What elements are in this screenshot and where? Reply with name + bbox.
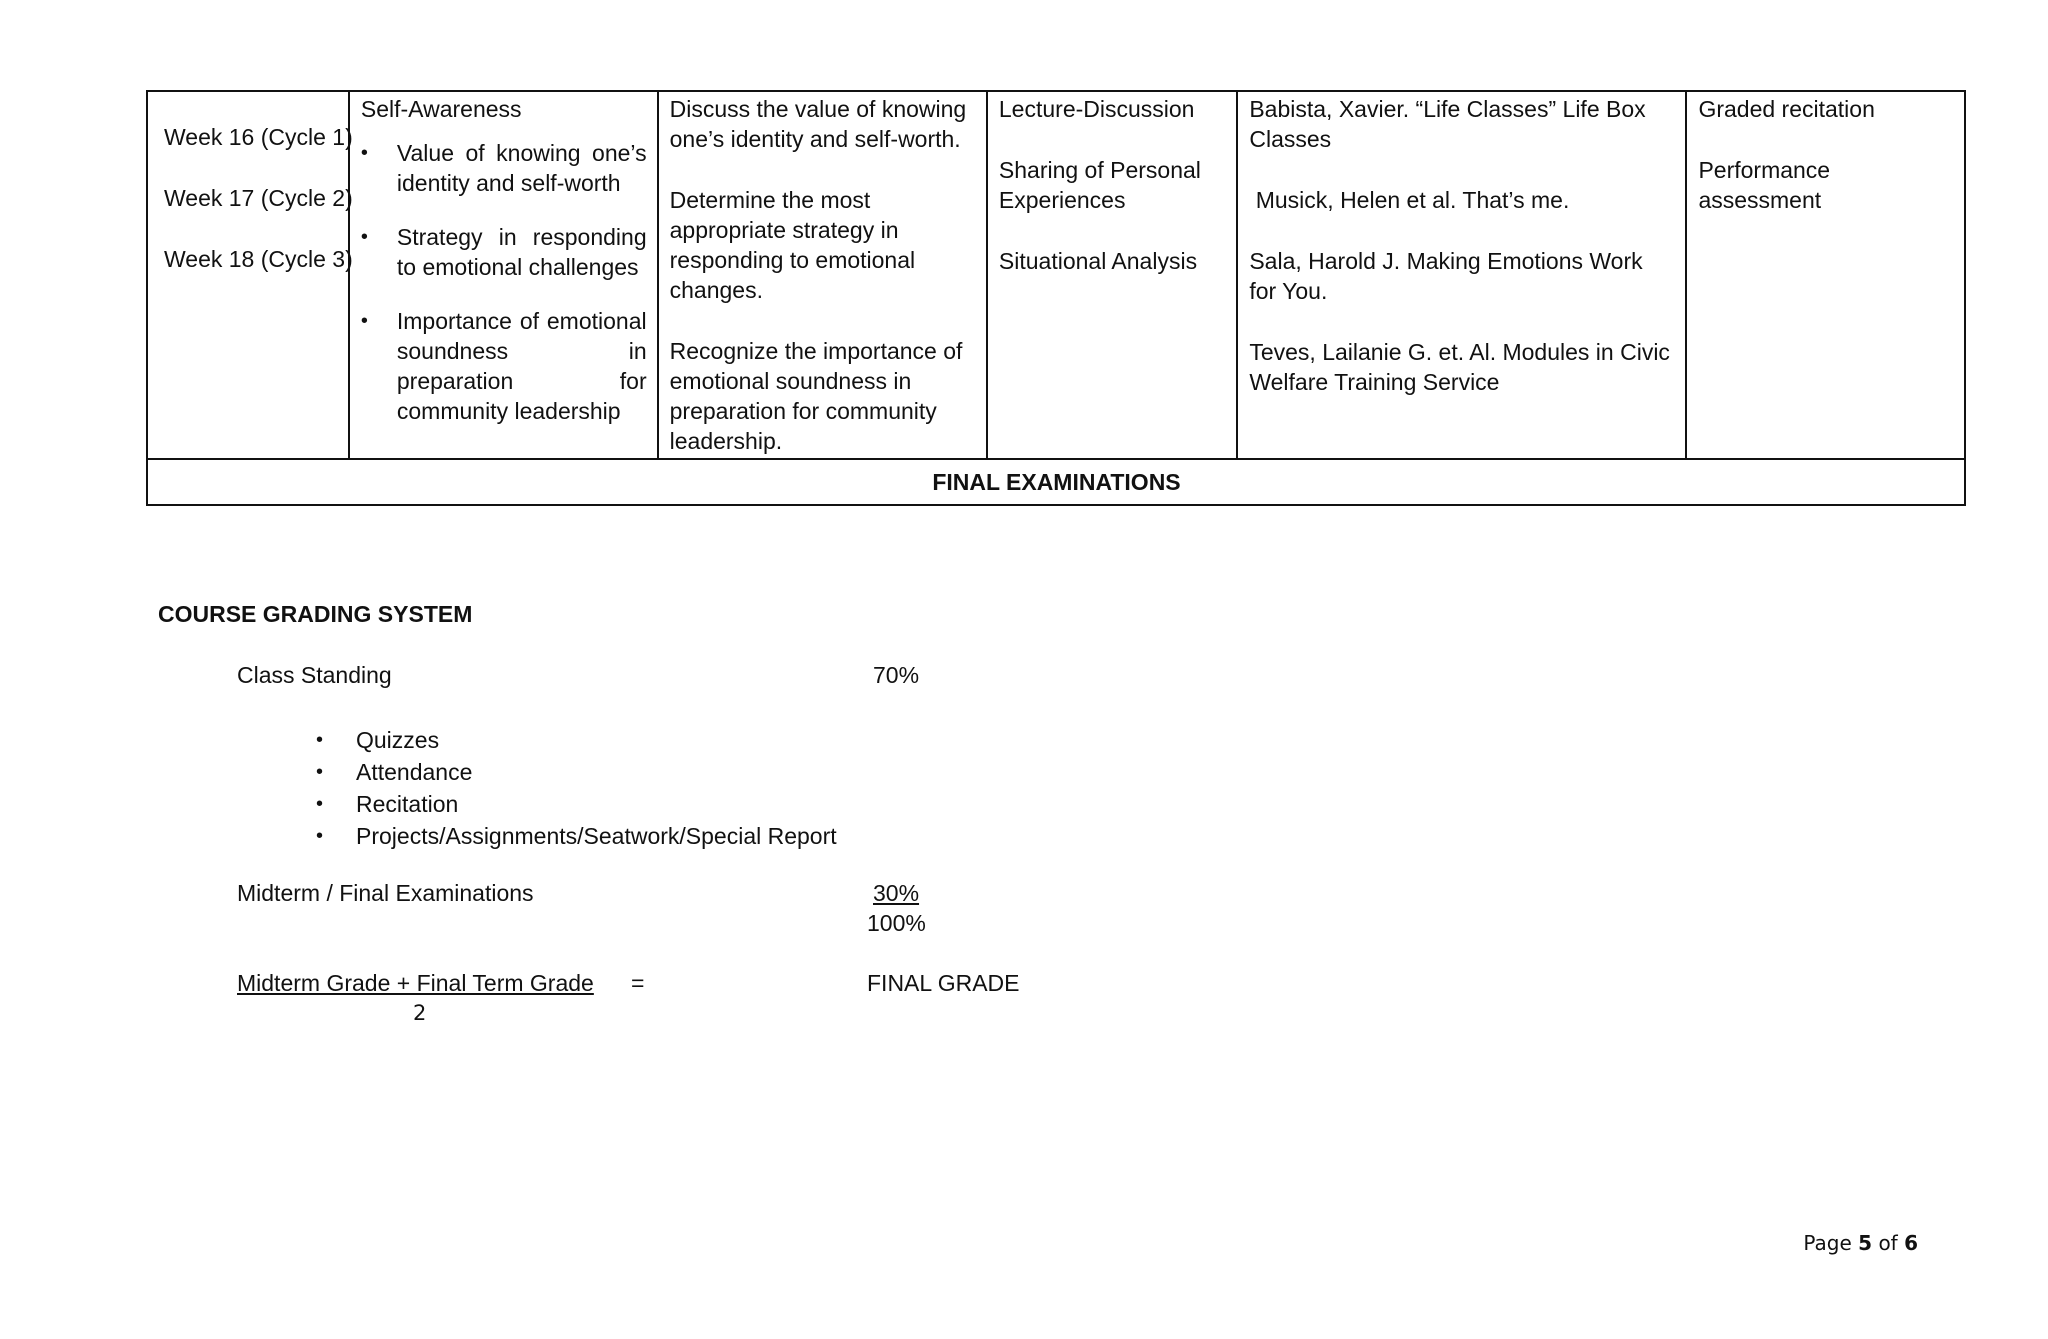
method-text: Lecture-Discussion [998, 96, 1195, 122]
page-current: 5 [1858, 1231, 1873, 1255]
list-item: • Strategy in responding to emotional challenges [361, 222, 647, 282]
page-of: of [1878, 1231, 1898, 1255]
table-row [147, 459, 1965, 505]
method-text: Situational Analysis [998, 248, 1198, 274]
assessment-text: Graded recitation [1698, 96, 1875, 122]
reference-text: Sala, Harold J. Making Emotions Work for You. [1249, 248, 1643, 304]
objective-text: Determine the most appropriate strategy in responding to emotional changes. [669, 187, 916, 303]
list-item: • Attendance [316, 756, 837, 788]
syllabus-table [146, 90, 1966, 506]
objective-text: Discuss the value of knowing one’s identity and self-worth. [669, 96, 967, 152]
reference-text: Musick, Helen et al. That’s me. [1249, 187, 1570, 213]
formula-equals: = [631, 970, 645, 996]
final-examinations-row: FINAL EXAMINATIONS [147, 459, 1965, 505]
references-cell [1237, 91, 1686, 459]
formula-numerator: Midterm Grade + Final Term Grade [237, 970, 594, 996]
exams-value: 30% [873, 880, 920, 906]
reference-text: Babista, Xavier. “Life Classes” Life Box Classes [1249, 96, 1646, 152]
topic-title: Self-Awareness [360, 96, 522, 122]
objective-text: Recognize the importance of emotional soundness in preparation for community leadership. [669, 338, 963, 454]
list-item: • Projects/Assignments/Seatwork/Special Report [316, 820, 837, 852]
class-standing-value: 70% [873, 662, 920, 688]
method-text: Sharing of Personal Experiences [998, 157, 1201, 213]
list-item: • Importance of emotional soundness in preparation for community leadership [361, 306, 647, 426]
methods-cell [987, 91, 1237, 459]
total-value: 100% [867, 910, 926, 936]
formula-result: FINAL GRADE [867, 970, 1020, 996]
page-number [1803, 1231, 1918, 1255]
page-word: Page [1803, 1231, 1852, 1255]
exams-label: Midterm / Final Examinations [237, 880, 534, 906]
grading-components-list [316, 724, 837, 852]
objectives-cell [658, 91, 987, 459]
topic-cell [349, 91, 658, 459]
week-label: Week 18 (Cycle 3) [164, 246, 353, 272]
page-total: 6 [1904, 1231, 1918, 1255]
formula-denominator: 2 [413, 1001, 427, 1025]
list-item: • Quizzes [316, 724, 837, 756]
list-item: • Recitation [316, 788, 837, 820]
assessment-text: Performance assessment [1698, 157, 1831, 213]
reference-text: Teves, Lailanie G. et. Al. Modules in Civic Welfare Training Service [1249, 339, 1670, 395]
list-item: • Value of knowing one’s identity and self-worth [361, 138, 647, 198]
weeks-cell [147, 91, 353, 459]
week-label: Week 16 (Cycle 1) [164, 124, 353, 150]
topic-list [361, 138, 647, 426]
table-row [147, 91, 1965, 459]
week-label: Week 17 (Cycle 2) [164, 185, 353, 211]
section-heading: COURSE GRADING SYSTEM [158, 601, 473, 627]
class-standing-label: Class Standing [237, 662, 392, 688]
assessment-cell [1686, 91, 1965, 459]
